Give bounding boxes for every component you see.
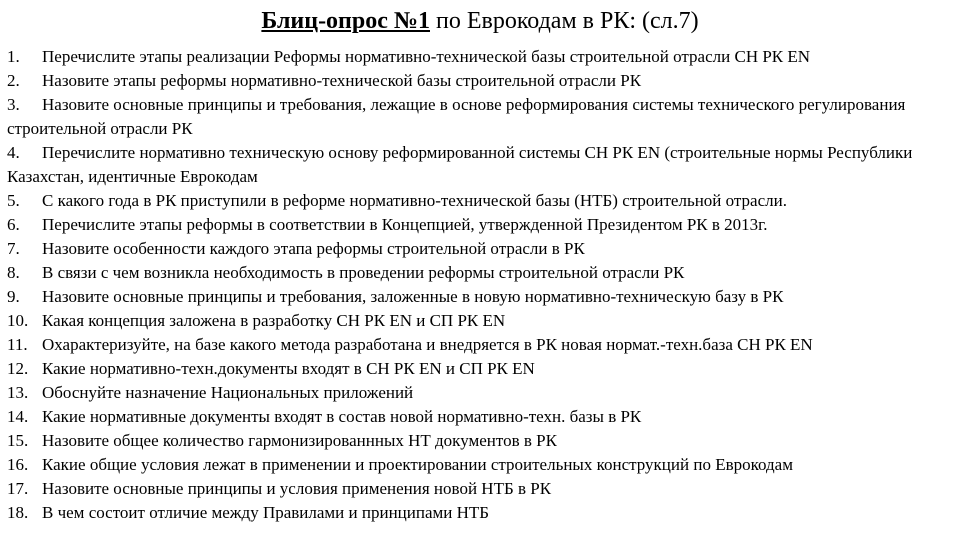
question-text: Назовите основные принципы и требования, заложенные в новую нормативно-техническую базу в РК xyxy=(42,287,784,306)
question-number: 17. xyxy=(7,479,29,498)
question-number: 16. xyxy=(7,455,29,474)
question-text: Какие нормативные документы входят в состав новой нормативно-техн. базы в РК xyxy=(42,407,642,426)
question-item xyxy=(7,141,957,189)
question-item xyxy=(7,69,957,93)
question-text: Назовите основные принципы и условия применения новой НТБ в РК xyxy=(42,479,552,498)
question-number: 6. xyxy=(7,215,20,234)
question-number: 7. xyxy=(7,239,20,258)
question-number: 15. xyxy=(7,431,29,450)
question-number: 11. xyxy=(7,335,28,354)
question-text: В чем состоит отличие между Правилами и принципами НТБ xyxy=(42,503,490,522)
question-number: 2. xyxy=(7,71,20,90)
question-item xyxy=(7,429,957,453)
question-item xyxy=(7,93,957,141)
question-number: 12. xyxy=(7,359,29,378)
question-number: 10. xyxy=(7,311,29,330)
question-number: 3. xyxy=(7,95,20,114)
question-item xyxy=(7,309,957,333)
slide-title xyxy=(0,6,960,36)
question-number: 9. xyxy=(7,287,20,306)
question-item xyxy=(7,405,957,429)
question-text: Обоснуйте назначение Национальных приложений xyxy=(42,383,414,402)
question-list xyxy=(7,45,957,525)
question-text: Назовите этапы реформы нормативно-технической базы строительной отрасли РК xyxy=(42,71,642,90)
question-text: Назовите основные принципы и требования, лежащие в основе реформирования системы технического регулирования строительной отрасли РК xyxy=(7,95,906,138)
question-item xyxy=(7,237,957,261)
question-item xyxy=(7,45,957,69)
question-text: В связи с чем возникла необходимость в проведении реформы строительной отрасли РК xyxy=(42,263,685,282)
question-item xyxy=(7,333,957,357)
question-number: 4. xyxy=(7,143,20,162)
question-item xyxy=(7,213,957,237)
question-number: 1. xyxy=(7,47,20,66)
title-bold-part: Блиц-опрос №1 xyxy=(261,8,430,34)
question-text: Какая концепция заложена в разработку СН РК EN и СП РК EN xyxy=(42,311,506,330)
question-item xyxy=(7,381,957,405)
question-number: 18. xyxy=(7,503,29,522)
question-number: 8. xyxy=(7,263,20,282)
question-item xyxy=(7,453,957,477)
question-number: 5. xyxy=(7,191,20,210)
question-text: Перечислите этапы реформы в соответствии в Концепцией, утвержденной Президентом РК в 2013г. xyxy=(42,215,768,234)
question-text: Охарактеризуйте, на базе какого метода разработана и внедряется в РК новая нормат.-техн.база СН РК EN xyxy=(42,335,813,354)
question-text: Назовите общее количество гармонизированнных НТ документов в РК xyxy=(42,431,557,450)
title-rest-part: по Еврокодам в РК: (сл.7) xyxy=(430,8,699,34)
question-item xyxy=(7,501,957,525)
question-text: Какие общие условия лежат в применении и проектировании строительных конструкций по Еврокодам xyxy=(42,455,793,474)
question-text: Назовите особенности каждого этапа реформы строительной отрасли в РК xyxy=(42,239,585,258)
question-item xyxy=(7,261,957,285)
question-text: С какого года в РК приступили в реформе нормативно-технической базы (НТБ) строительной отрасли. xyxy=(42,191,787,210)
question-text: Перечислите этапы реализации Реформы нормативно-технической базы строительной отрасли СН РК EN xyxy=(42,47,811,66)
question-item xyxy=(7,477,957,501)
question-item xyxy=(7,357,957,381)
question-item xyxy=(7,189,957,213)
question-number: 14. xyxy=(7,407,29,426)
question-item xyxy=(7,285,957,309)
question-text: Какие нормативно-техн.документы входят в СН РК EN и СП РК EN xyxy=(42,359,535,378)
question-text: Перечислите нормативно техническую основу реформированной системы СН РК EN (строительные нормы Республики Казахстан, идентичные Еврокодам xyxy=(7,143,913,186)
question-number: 13. xyxy=(7,383,29,402)
